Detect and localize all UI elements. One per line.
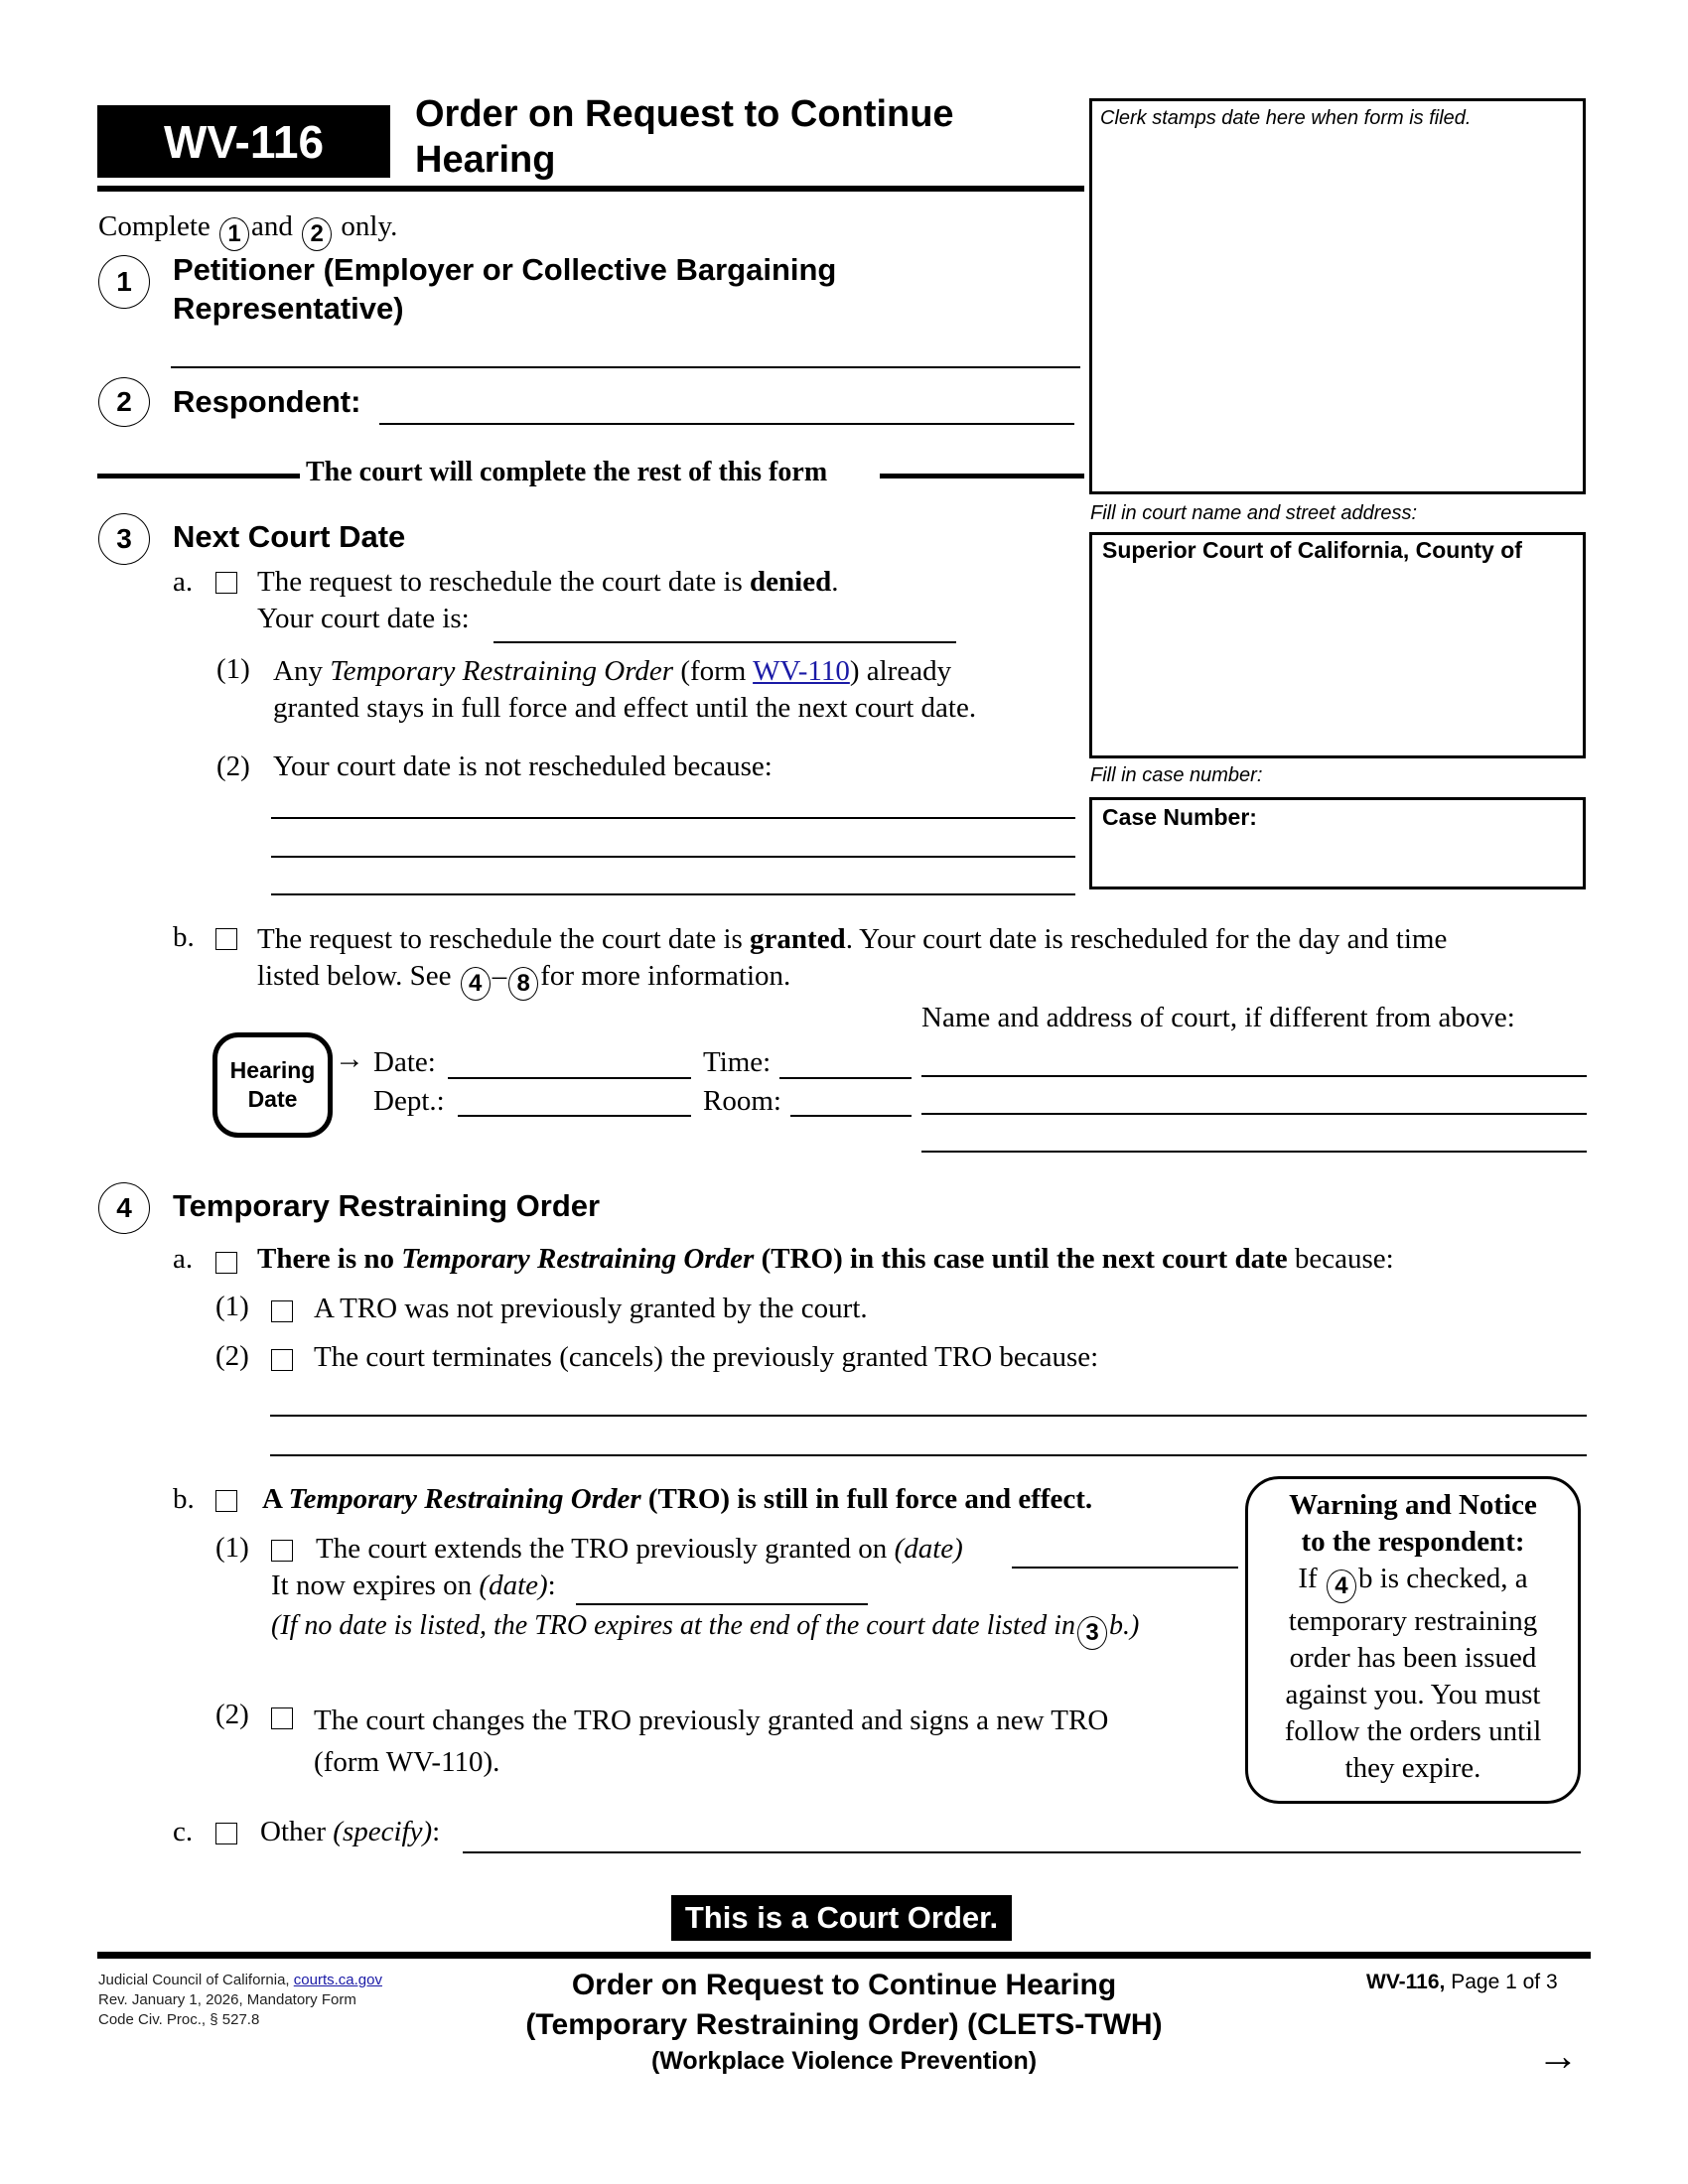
terminate-reason-line-1[interactable] <box>270 1415 1587 1417</box>
item-ref-8: 8 <box>508 967 538 1001</box>
item-4b-letter: b. <box>173 1483 195 1515</box>
dept-label: Dept.: <box>373 1085 445 1117</box>
petitioner-name-field[interactable] <box>171 366 1080 368</box>
tro-expires-date-field[interactable] <box>576 1603 868 1605</box>
footer-rule <box>97 1952 1591 1959</box>
item-ref-4: 4 <box>461 967 491 1001</box>
not-rescheduled-reason-line-1[interactable] <box>271 817 1075 819</box>
wv-110-link[interactable]: WV-110 <box>753 655 850 687</box>
item-4a-letter: a. <box>173 1243 194 1275</box>
hearing-room-field[interactable] <box>790 1115 912 1117</box>
court-box-caption: Fill in court name and street address: <box>1090 502 1418 524</box>
item-4a-1-text: A TRO was not previously granted by the court. <box>314 1293 868 1324</box>
footer-title: Order on Request to Continue Hearing (Temporary Restraining Order) (CLETS-TWH) (Workplace Violence Prevention) <box>525 1969 1163 2075</box>
checkbox-4c-other[interactable] <box>215 1823 237 1844</box>
item-3a-2-number: (2) <box>216 751 250 782</box>
alt-court-line-2[interactable] <box>921 1113 1587 1115</box>
item-4b-1-number: (1) <box>215 1532 249 1564</box>
next-court-date-heading: Next Court Date <box>173 519 406 554</box>
item-ref-2: 2 <box>302 217 332 251</box>
item-ref-4-warning: 4 <box>1327 1570 1356 1603</box>
page-title: Order on Request to Continue Hearing <box>415 93 954 181</box>
item-3a-2-text: Your court date is not rescheduled because: <box>273 751 773 782</box>
item-ref-3: 3 <box>1077 1616 1107 1650</box>
respondent-name-field[interactable] <box>379 423 1074 425</box>
form-id-badge <box>97 105 390 178</box>
terminate-reason-line-2[interactable] <box>270 1454 1587 1456</box>
item-4a-1-number: (1) <box>215 1291 249 1322</box>
time-label: Time: <box>703 1046 772 1078</box>
alt-court-line-1[interactable] <box>921 1075 1587 1077</box>
item-number-4: 4 <box>98 1182 150 1234</box>
case-number-box[interactable] <box>1089 797 1586 889</box>
hearing-date-box: Hearing Date <box>212 1032 333 1138</box>
tro-expiry-note: (If no date is listed, the TRO expires at the end of the court date listed in 3 b.) <box>271 1610 1139 1650</box>
form-id: WV-116 <box>163 115 325 168</box>
alt-court-line-3[interactable] <box>921 1151 1587 1153</box>
checkbox-4b-tro-in-effect[interactable] <box>215 1490 237 1512</box>
divider-left <box>97 474 300 478</box>
arrow-icon: → <box>335 1042 364 1075</box>
petitioner-heading: Petitioner (Employer or Collective Bargaining Representative) <box>173 252 837 326</box>
not-rescheduled-reason-line-2[interactable] <box>271 856 1075 858</box>
item-3b-text: The request to reschedule the court date is granted. Your court date is rescheduled for the day and time listed below. See 4 – 8 for more information. <box>257 921 1447 1001</box>
other-specify-field[interactable] <box>463 1851 1581 1853</box>
item-4b-text: A Temporary Restraining Order (TRO) is still in full force and effect. <box>262 1483 1093 1515</box>
court-name-address-box[interactable] <box>1089 532 1586 758</box>
hearing-time-field[interactable] <box>779 1077 912 1079</box>
tro-granted-date-field[interactable] <box>1012 1567 1238 1569</box>
courts-ca-gov-link[interactable]: courts.ca.gov <box>293 1972 382 1988</box>
checkbox-4a-1[interactable] <box>271 1300 293 1322</box>
item-3a-1-number: (1) <box>216 653 250 685</box>
checkbox-4b-2[interactable] <box>271 1707 293 1729</box>
court-date-field[interactable] <box>493 641 956 643</box>
hearing-dept-field[interactable] <box>458 1115 691 1117</box>
item-3a-letter: a. <box>173 566 194 598</box>
item-number-2: 2 <box>98 377 150 427</box>
item-4a-2-number: (2) <box>215 1340 249 1372</box>
checkbox-3a-denied[interactable] <box>215 572 237 594</box>
checkbox-4b-1[interactable] <box>271 1540 293 1562</box>
item-3a-text: The request to reschedule the court date is denied. <box>257 566 839 598</box>
expires-label: It now expires on (date): <box>271 1570 556 1601</box>
item-4b-1-text: The court extends the TRO previously granted on (date) <box>316 1533 963 1565</box>
item-3a-1-text: Any Temporary Restraining Order (form WV-110) already granted stays in full force and effect until the next court date. <box>273 655 977 724</box>
alt-court-label: Name and address of court, if different from above: <box>921 1002 1515 1033</box>
footer-source: Judicial Council of California, courts.ca.gov Rev. January 1, 2026, Mandatory Form Code Civ. Proc., § 527.8 <box>98 1972 382 2028</box>
item-4c-letter: c. <box>173 1816 194 1847</box>
page-indicator: WV-116, Page 1 of 3 <box>1366 1971 1558 1993</box>
case-number-label: Case Number: <box>1102 804 1257 830</box>
date-label: Date: <box>373 1046 436 1078</box>
court-order-banner: This is a Court Order. <box>671 1895 1012 1941</box>
item-4a-text: There is no Temporary Restraining Order (TRO) in this case until the next court date because: <box>257 1243 1394 1275</box>
room-label: Room: <box>703 1085 781 1117</box>
clerk-stamp-box[interactable] <box>1089 98 1586 494</box>
hearing-date-field[interactable] <box>448 1077 691 1079</box>
court-completes-notice: The court will complete the rest of this form <box>306 457 828 487</box>
court-date-label: Your court date is: <box>257 603 470 634</box>
item-3b-letter: b. <box>173 921 195 953</box>
respondent-label: Respondent: <box>173 384 361 419</box>
next-page-arrow-icon[interactable]: → <box>1537 2032 1579 2079</box>
item-ref-1: 1 <box>219 217 249 251</box>
case-box-caption: Fill in case number: <box>1090 764 1263 786</box>
item-4b-2-number: (2) <box>215 1699 249 1730</box>
instructions: Complete 1 and 2 only. <box>98 206 397 251</box>
not-rescheduled-reason-line-3[interactable] <box>271 893 1075 895</box>
clerk-stamp-label: Clerk stamps date here when form is filed. <box>1100 107 1472 129</box>
item-number-3: 3 <box>98 513 150 565</box>
divider-right <box>880 474 1084 478</box>
checkbox-3b-granted[interactable] <box>215 928 237 950</box>
checkbox-4a-no-tro[interactable] <box>215 1252 237 1274</box>
item-number-1: 1 <box>98 255 150 309</box>
header-rule <box>97 186 1084 192</box>
item-4c-label: Other (specify): <box>260 1816 441 1847</box>
respondent-warning-box: Warning and Notice to the respondent: If 4 b is checked, a temporary restraining order has been issued against you. You must follow the orders until they expire. <box>1245 1476 1581 1804</box>
court-name-label: Superior Court of California, County of <box>1102 537 1522 563</box>
tro-heading: Temporary Restraining Order <box>173 1188 601 1223</box>
item-4b-2-text: The court changes the TRO previously granted and signs a new TRO (form WV-110). <box>314 1705 1109 1778</box>
checkbox-4a-2[interactable] <box>271 1349 293 1371</box>
item-4a-2-text: The court terminates (cancels) the previously granted TRO because: <box>314 1341 1099 1373</box>
